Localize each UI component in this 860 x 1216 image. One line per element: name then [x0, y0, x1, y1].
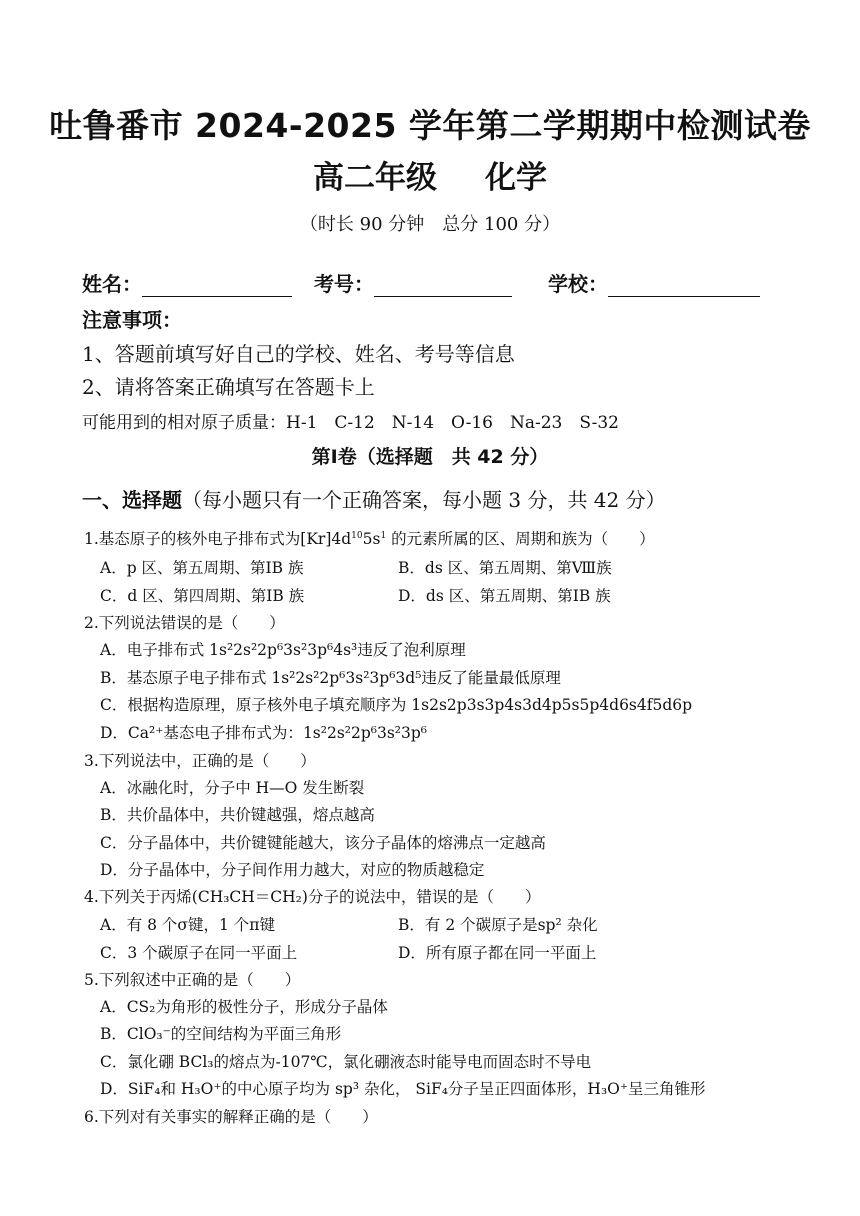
- exam-no-blank: [374, 276, 512, 297]
- notice-heading: 注意事项：: [82, 308, 182, 332]
- question-5-stem: 5.下列叙述中正确的是（ ）: [84, 971, 301, 989]
- q1-sup-1: 1: [380, 530, 387, 541]
- q1-stem-part: 的元素所属的区、周期和族为（ ）: [386, 530, 655, 548]
- section-heading: [82, 484, 666, 513]
- school-label: 学校：: [548, 272, 608, 296]
- q3-option-a: A．冰融化时，分子中 H—O 发生断裂: [100, 779, 365, 797]
- q2-option-b: [100, 666, 561, 688]
- q1-option-d: D．ds 区、第五周期、第ⅠB 族: [398, 587, 611, 605]
- question-3-stem: 3.下列说法中，正确的是（ ）: [84, 752, 316, 770]
- duration-line: （时长 90 分钟 总分 100 分）: [299, 214, 561, 235]
- section-note: （每小题只有一个正确答案，每小题 3 分，共 42 分）: [182, 488, 666, 512]
- q1-option-c: C．d 区、第四周期、第ⅠB 族: [100, 587, 305, 605]
- q5-option-b: B．ClO₃⁻的空间结构为平面三角形: [100, 1025, 342, 1043]
- subject-label: 化学: [485, 160, 547, 196]
- q1-stem-part: 5s: [362, 530, 381, 548]
- q2-d-config: 1s²2s²2p⁶3s²3p⁶: [302, 724, 428, 742]
- q3-option-c: C．分子晶体中，共价键键能越大，该分子晶体的熔沸点一定越高: [100, 834, 546, 852]
- q2-a-text: A．电子排布式: [100, 641, 210, 659]
- q5-option-c: C．氯化硼 BCl₃的熔点为-107℃，氯化硼液态时能导电而固态时不导电: [100, 1053, 592, 1071]
- q4-option-a: A．有 8 个σ键，1 个π键: [100, 916, 275, 934]
- school-field: [548, 268, 760, 297]
- name-label: 姓名：: [82, 272, 142, 296]
- atomic-masses: 可能用到的相对原子质量：H-1 C-12 N-14 O-16 Na-23 S-32: [82, 413, 619, 433]
- q2-option-d: [100, 721, 427, 743]
- q5-option-d: D．SiF₄和 H₃O⁺的中心原子均为 sp³ 杂化， SiF₄分子呈正四面体形，H₃O⁺呈三角锥形: [100, 1080, 706, 1098]
- q2-option-a: [100, 638, 466, 660]
- exam-title: 吐鲁番市 2024-2025 学年第二学期期中检测试卷: [49, 106, 811, 145]
- q2-option-c: C．根据构造原理，原子核外电子填充顺序为 1s2s2p3s3p4s3d4p5s5p4d6s4f5d6p: [100, 696, 693, 714]
- grade-label: 高二年级: [313, 160, 437, 196]
- q5-option-a: A．CS₂为角形的极性分子，形成分子晶体: [100, 998, 388, 1016]
- notice-item-2: 2、请将答案正确填写在答题卡上: [82, 375, 375, 399]
- school-blank: [608, 276, 760, 297]
- q4-option-b: B．有 2 个碳原子是sp² 杂化: [398, 916, 598, 934]
- name-blank: [142, 276, 292, 297]
- q1-stem-part: 1.基态原子的核外电子排布式为[Kr]4d: [84, 530, 352, 548]
- notice-item-1: 1、答题前填写好自己的学校、姓名、考号等信息: [82, 342, 515, 366]
- q1-option-b: B．ds 区、第五周期、第Ⅷ族: [398, 559, 612, 577]
- question-4-stem: 4.下列关于丙烯(CH₃CH＝CH₂)分子的说法中，错误的是（ ）: [84, 888, 541, 906]
- q2-a-config: 1s²2s²2p⁶3s²3p⁶4s³: [209, 641, 358, 659]
- name-field: [82, 268, 292, 297]
- grade-subject-line: [0, 152, 860, 197]
- q4-option-c: C．3 个碳原子在同一平面上: [100, 944, 298, 962]
- section-title: 一、选择题: [82, 488, 182, 512]
- question-1-stem: [84, 527, 655, 549]
- q3-option-b: B．共价晶体中，共价键越强，熔点越高: [100, 806, 375, 824]
- q3-option-d: D．分子晶体中，分子间作用力越大，对应的物质越稳定: [100, 861, 485, 879]
- q2-b-text: 违反了能量最低原理: [421, 669, 561, 687]
- q2-a-text: 违反了泡利原理: [357, 641, 466, 659]
- q4-option-d: D．所有原子都在同一平面上: [398, 944, 597, 962]
- q2-b-text: B．基态原子电子排布式: [100, 669, 272, 687]
- question-6-stem: 6.下列对有关事实的解释正确的是（ ）: [84, 1108, 378, 1126]
- question-2-stem: 2.下列说法错误的是（ ）: [84, 614, 285, 632]
- q1-option-a: A．p 区、第五周期、第ⅠB 族: [100, 559, 304, 577]
- part-title: 第Ⅰ卷（选择题 共 42 分）: [311, 446, 549, 468]
- exam-no-field: [314, 268, 512, 297]
- exam-no-label: 考号：: [314, 272, 374, 296]
- q1-sup-10: 10: [351, 530, 363, 541]
- q2-d-text: D．Ca²⁺基态电子排布式为：: [100, 724, 303, 742]
- q2-b-config: 1s²2s²2p⁶3s²3p⁶3d⁵: [271, 669, 422, 687]
